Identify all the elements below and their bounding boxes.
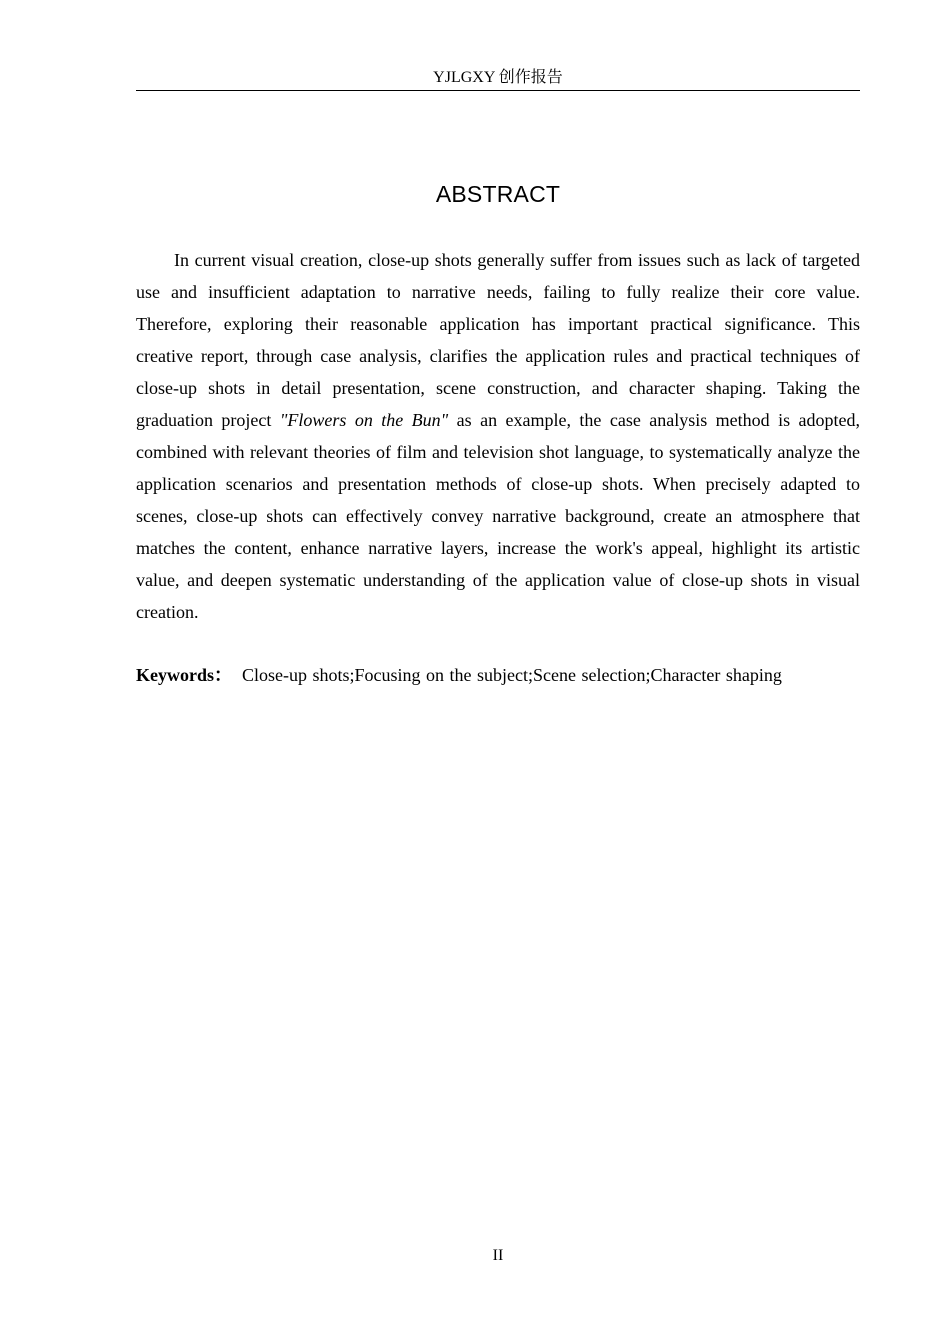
page-number: II	[492, 1247, 504, 1264]
header-rule	[136, 90, 860, 91]
abstract-title: ABSTRACT	[435, 181, 561, 207]
keywords-line	[136, 659, 860, 691]
abstract-body-part2: as an example, the case analysis method is adopted, combined with relevant theories of film and television shot language, to systematically analyze the application scenarios and presentation methods of close-up shots. When precisely adapted to scenes, close-up shots can effectively convey narrative background, create an atmosphere that matches the content, enhance narrative layers, increase the work's appeal, highlight its artistic value, and deepen systematic understanding of the application value of close-up shots in visual creation.	[136, 410, 861, 622]
page-header: YJLGXY 创作报告	[433, 69, 563, 86]
keywords-text: Close-up shots;Focusing on the subject;Scene selection;Character shaping	[242, 665, 782, 685]
project-title: "Flowers on the Bun"	[279, 410, 449, 430]
abstract-body-part1: In current visual creation, close-up shots generally suffer from issues such as lack of targeted use and insufficient adaptation to narrative needs, failing to fully realize their core value. Therefore, exploring their reasonable application has important practical significance. This creative report, through case analysis, clarifies the application rules and practical techniques of close-up shots in detail presentation, scene construction, and character shaping. Taking the graduation project	[136, 250, 860, 430]
abstract-body	[136, 244, 860, 628]
keywords-label: Keywords：	[136, 665, 232, 685]
